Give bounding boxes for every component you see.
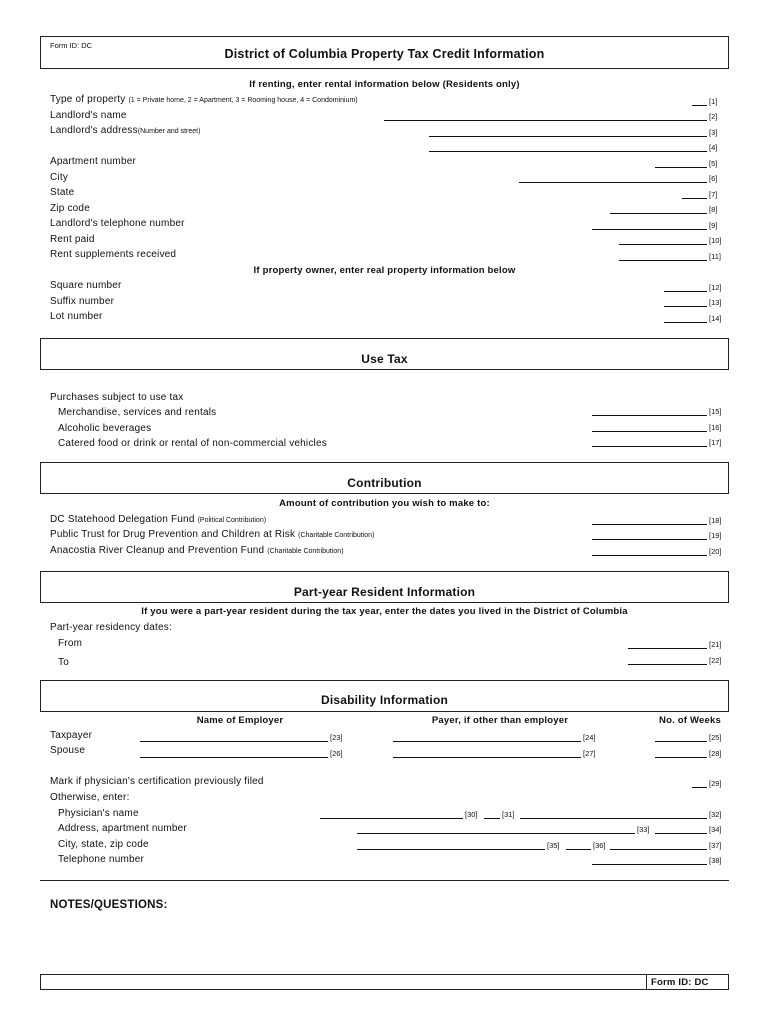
physician-address-label: Address, apartment number [58, 823, 187, 834]
field-16[interactable] [592, 419, 707, 432]
line-num-17: [17] [709, 438, 722, 447]
physician-name-label: Physician's name [58, 808, 139, 819]
field-2[interactable] [384, 108, 707, 121]
field-37[interactable] [610, 837, 707, 850]
line-num-19: [19] [709, 531, 722, 540]
field-21[interactable] [628, 636, 707, 649]
line-num-16: [16] [709, 423, 722, 432]
field-26[interactable] [140, 745, 328, 758]
catered-label: Catered food or drink or rental of non-commercial vehicles [58, 438, 327, 449]
spouse-label: Spouse [50, 745, 86, 756]
residency-dates-label: Part-year residency dates: [50, 622, 172, 633]
landlord-address-label: Landlord's address(Number and street) [50, 125, 201, 136]
field-18[interactable] [592, 512, 707, 525]
field-34[interactable] [655, 821, 707, 834]
line-num-18: [18] [709, 516, 722, 525]
field-20[interactable] [592, 543, 707, 556]
page-title: District of Columbia Property Tax Credit Information [224, 47, 545, 61]
line-num-29: [29] [709, 779, 722, 788]
contribution-title: Contribution [347, 476, 422, 490]
field-19[interactable] [592, 527, 707, 540]
from-label: From [58, 638, 83, 649]
zip-code-label: Zip code [50, 203, 90, 214]
field-38[interactable] [592, 852, 707, 865]
field-22[interactable] [628, 652, 707, 665]
public-trust-label: Public Trust for Drug Prevention and Children at Risk (Charitable Contribution) [50, 529, 375, 540]
field-24[interactable] [393, 729, 581, 742]
taxpayer-label: Taxpayer [50, 730, 93, 741]
line-num-23: [23] [330, 733, 343, 742]
field-9[interactable] [592, 217, 707, 230]
suffix-number-label: Suffix number [50, 296, 115, 307]
line-num-28: [28] [709, 749, 722, 758]
physician-cert-label: Mark if physician's certification previously filed [50, 776, 264, 787]
line-num-34: [34] [709, 825, 722, 834]
form-id-footer: Form ID: DC [651, 977, 709, 988]
type-of-property-label: Type of property (1 = Private home, 2 = Apartment, 3 = Rooming house, 4 = Condominium) [50, 94, 358, 105]
field-17[interactable] [592, 434, 707, 447]
field-30[interactable] [320, 806, 463, 819]
field-1[interactable] [692, 93, 707, 106]
landlord-name-label: Landlord's name [50, 110, 127, 121]
field-32[interactable] [520, 806, 707, 819]
footer-box [40, 974, 729, 990]
field-35[interactable] [357, 837, 545, 850]
line-num-8: [8] [709, 205, 718, 214]
use-tax-intro: Purchases subject to use tax [50, 392, 184, 403]
merchandise-label: Merchandise, services and rentals [58, 407, 217, 418]
line-num-26: [26] [330, 749, 343, 758]
field-29[interactable] [692, 775, 707, 788]
field-4[interactable] [429, 139, 707, 152]
otherwise-label: Otherwise, enter: [50, 792, 130, 803]
field-10[interactable] [619, 232, 707, 245]
line-num-12: [12] [709, 283, 722, 292]
field-15[interactable] [592, 403, 707, 416]
field-6[interactable] [519, 170, 707, 183]
field-7[interactable] [682, 186, 707, 199]
line-num-6: [6] [709, 174, 718, 183]
square-number-label: Square number [50, 280, 122, 291]
field-14[interactable] [664, 310, 707, 323]
notes-label: NOTES/QUESTIONS: [50, 899, 168, 911]
part-year-note: If you were a part-year resident during the tax year, enter the dates you lived in the District of Columbia [141, 606, 628, 617]
field-5[interactable] [655, 155, 707, 168]
col-employer: Name of Employer [196, 715, 284, 726]
apartment-number-label: Apartment number [50, 156, 137, 167]
line-num-33: [33] [637, 825, 650, 834]
form-id-header: Form ID: DC [50, 41, 93, 50]
line-num-25: [25] [709, 733, 722, 742]
line-num-14: [14] [709, 314, 722, 323]
line-num-4: [4] [709, 143, 718, 152]
alcohol-label: Alcoholic beverages [58, 423, 152, 434]
line-num-38: [38] [709, 856, 722, 865]
line-num-22: [22] [709, 656, 722, 665]
field-11[interactable] [619, 248, 707, 261]
line-num-15: [15] [709, 407, 722, 416]
rent-paid-label: Rent paid [50, 234, 95, 245]
line-num-21: [21] [709, 640, 722, 649]
field-23[interactable] [140, 729, 328, 742]
physician-city-label: City, state, zip code [58, 839, 149, 850]
field-28[interactable] [655, 745, 707, 758]
field-31[interactable] [484, 806, 500, 819]
line-num-37: [37] [709, 841, 722, 850]
field-8[interactable] [610, 201, 707, 214]
line-num-30: [30] [465, 810, 478, 819]
line-num-11: [11] [709, 252, 721, 261]
col-weeks: No. of Weeks [659, 715, 721, 726]
line-num-5: [5] [709, 159, 718, 168]
part-year-title: Part-year Resident Information [293, 585, 476, 599]
line-num-35: [35] [547, 841, 560, 850]
anacostia-fund-label: Anacostia River Cleanup and Prevention Fund (Charitable Contribution) [50, 545, 344, 556]
rent-supplements-label: Rent supplements received [50, 249, 177, 260]
line-num-36: [36] [593, 841, 606, 850]
field-13[interactable] [664, 294, 707, 307]
line-num-9: [9] [709, 221, 718, 230]
line-num-31: [31] [502, 810, 515, 819]
line-num-2: [2] [709, 112, 718, 121]
field-36[interactable] [566, 837, 591, 850]
landlord-phone-label: Landlord's telephone number [50, 218, 185, 229]
line-num-20: [20] [709, 547, 722, 556]
use-tax-title: Use Tax [361, 352, 408, 366]
city-label: City [50, 172, 69, 183]
physician-phone-label: Telephone number [58, 854, 145, 865]
field-3[interactable] [429, 124, 707, 137]
statehood-fund-label: DC Statehood Delegation Fund (Political Contribution) [50, 514, 267, 525]
disability-title: Disability Information [320, 693, 449, 707]
to-label: To [58, 657, 69, 668]
field-33[interactable] [357, 821, 635, 834]
line-num-24: [24] [583, 733, 596, 742]
notes-divider [40, 880, 729, 881]
line-num-1: [1] [709, 97, 718, 106]
state-label: State [50, 187, 75, 198]
line-num-3: [3] [709, 128, 718, 137]
line-num-27: [27] [583, 749, 596, 758]
line-num-10: [10] [709, 236, 722, 245]
contribution-note: Amount of contribution you wish to make to: [279, 498, 490, 509]
rental-note: If renting, enter rental information below (Residents only) [249, 79, 520, 90]
line-num-32: [32] [709, 810, 722, 819]
field-25[interactable] [655, 729, 707, 742]
col-payer: Payer, if other than employer [431, 715, 569, 726]
owner-note: If property owner, enter real property information below [253, 265, 516, 276]
field-27[interactable] [393, 745, 581, 758]
field-12[interactable] [664, 279, 707, 292]
line-num-7: [7] [709, 190, 718, 199]
lot-number-label: Lot number [50, 311, 103, 322]
line-num-13: [13] [709, 298, 722, 307]
